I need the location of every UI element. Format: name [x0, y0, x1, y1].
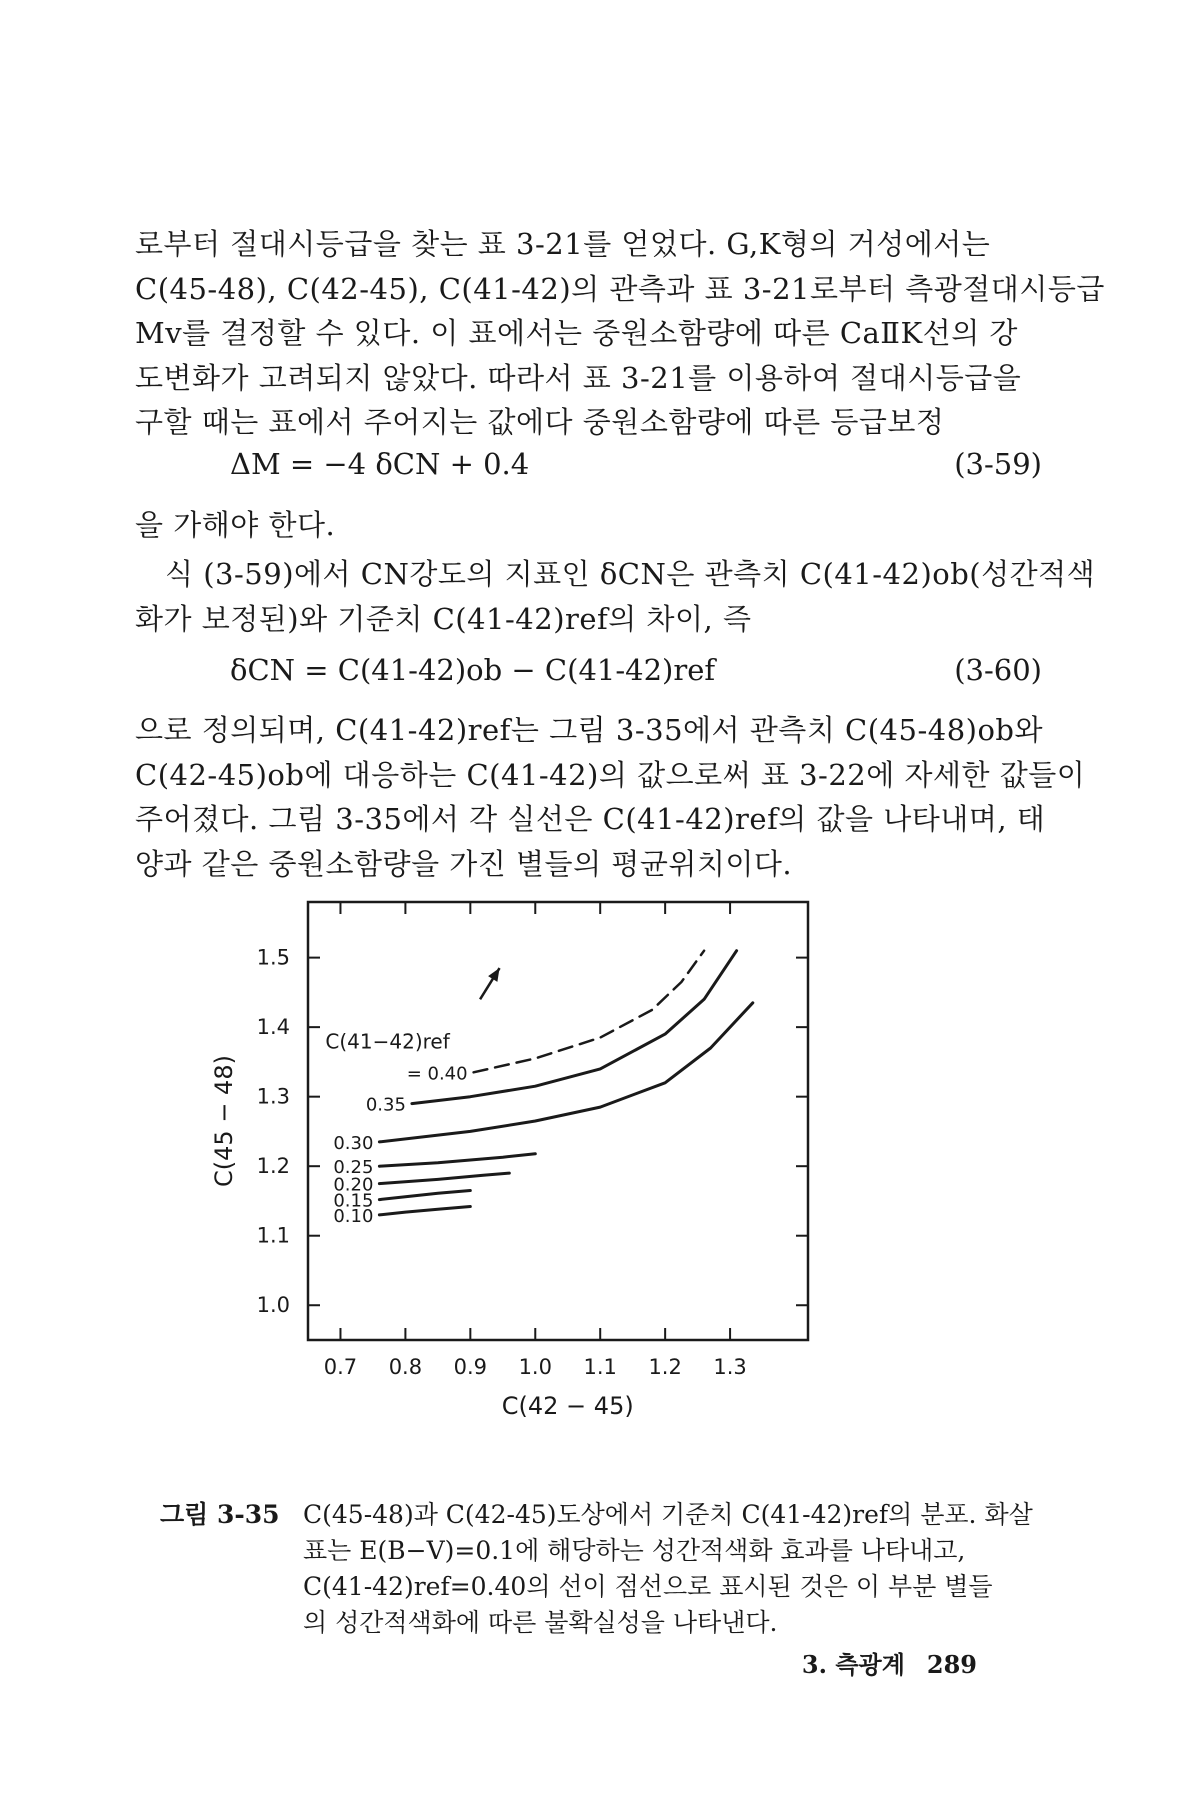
chart-svg — [212, 900, 972, 1500]
series-label-0.25: 0.25 — [333, 1157, 374, 1179]
x-tick-label: 1.0 — [518, 1355, 552, 1379]
text-line: 을 가해야 한다. — [135, 508, 336, 542]
text-line: C(45-48), C(42-45), C(41-42)의 관측과 표 3-21로부터 측광절대시등급 — [135, 271, 1105, 306]
x-tick-label: 0.7 — [323, 1355, 358, 1379]
series-line-0.40 — [474, 951, 704, 1073]
series-label-0.20: 0.20 — [333, 1174, 374, 1196]
figure-caption-body — [303, 1497, 1043, 1641]
text-line: 주어졌다. 그림 3-35에서 각 실선은 C(41-42)ref의 값을 나타내며, 태 — [135, 802, 1046, 836]
plot-frame — [308, 902, 808, 1340]
series-line-0.25 — [379, 1154, 535, 1167]
x-axis-label: C(42 − 45) — [501, 1392, 634, 1420]
y-tick-label: 1.2 — [256, 1154, 290, 1179]
y-tick-label: 1.1 — [256, 1223, 290, 1248]
paragraph-intro — [135, 222, 1105, 445]
series-label-0.15: 0.15 — [333, 1190, 374, 1212]
footer-section: 3. 측광계 — [801, 1650, 905, 1679]
text-line: 양과 같은 중원소함량을 가진 별들의 평균위치이다. — [135, 846, 793, 881]
series-label-0.10: 0.10 — [333, 1205, 374, 1227]
y-axis-label: C(45 − 48) — [212, 1055, 238, 1187]
x-tick-label: 1.3 — [713, 1355, 747, 1379]
caption-line: 표는 E(B−V)=0.1에 해당하는 성간적색화 효과를 나타내고, — [303, 1536, 966, 1565]
series-label-0.35: 0.35 — [365, 1094, 406, 1116]
text-line: 로부터 절대시등급을 찾는 표 3-21를 얻었다. G,K형의 거성에서는 — [135, 227, 991, 261]
equation-3-59 — [112, 447, 1042, 491]
series-label-0.40: = 0.40 — [406, 1063, 468, 1085]
figure-3-35 — [212, 900, 972, 1500]
paragraph-short — [135, 503, 1015, 548]
x-tick-label: 0.8 — [388, 1355, 423, 1379]
caption-line: C(41-42)ref=0.40의 선이 점선으로 표시된 것은 이 부분 별들 — [303, 1572, 993, 1601]
equation-number: (3-60) — [954, 653, 1042, 687]
equation-expression: ΔM = −4 δCN + 0.4 — [230, 447, 530, 481]
text-line: 구할 때는 표에서 주어지는 값에다 중원소함량에 따른 등급보정 — [135, 405, 945, 439]
paragraph-cn-index-cont — [135, 597, 1015, 642]
equation-number: (3-59) — [954, 447, 1042, 481]
figure-caption-label: 그림 3-35 — [160, 1500, 280, 1529]
page-number: 289 — [926, 1650, 977, 1679]
caption-line: C(45-48)과 C(42-45)도상에서 기준치 C(41-42)ref의 분포. 화살 — [303, 1500, 1033, 1529]
text-line: Mv를 결정할 수 있다. 이 표에서는 중원소함량에 따른 CaⅡK선의 강 — [135, 316, 1018, 350]
y-tick-label: 1.5 — [256, 945, 290, 970]
paragraph-cn-index — [165, 552, 1096, 597]
caption-line: 의 성간적색화에 따른 불확실성을 나타낸다. — [303, 1608, 778, 1637]
x-tick-label: 1.2 — [648, 1355, 682, 1379]
equation-expression: δCN = C(41-42)ob − C(41-42)ref — [230, 653, 716, 687]
page-footer — [802, 1645, 977, 1680]
reddening-arrow-head — [488, 968, 499, 982]
y-tick-label: 1.0 — [256, 1293, 290, 1318]
text-line: C(42-45)ob에 대응하는 C(41-42)의 값으로써 표 3-22에 자세한 값들이 — [135, 757, 1086, 792]
x-tick-label: 1.1 — [583, 1355, 617, 1379]
text-line: 도변화가 고려되지 않았다. 따라서 표 3-21를 이용하여 절대시등급을 — [135, 360, 1022, 395]
series-label-0.30: 0.30 — [333, 1132, 374, 1154]
series-line-0.20 — [379, 1173, 509, 1184]
series-line-0.15 — [379, 1191, 470, 1200]
text-line: 화가 보정된)와 기준치 C(41-42)ref의 차이, 즉 — [135, 602, 752, 636]
series-line-0.10 — [379, 1207, 470, 1215]
legend-title: C(41−42)ref — [325, 1029, 450, 1054]
paragraph-definition — [135, 708, 1086, 886]
y-tick-label: 1.3 — [256, 1084, 290, 1109]
text-line: 으로 정의되며, C(41-42)ref는 그림 3-35에서 관측치 C(45-48)ob와 — [135, 713, 1044, 747]
text-line: 식 (3-59)에서 CN강도의 지표인 δCN은 관측치 C(41-42)ob(성간적색 — [165, 557, 1096, 591]
x-tick-label: 0.9 — [453, 1355, 488, 1379]
y-tick-label: 1.4 — [256, 1015, 290, 1040]
equation-3-60 — [112, 653, 1042, 697]
